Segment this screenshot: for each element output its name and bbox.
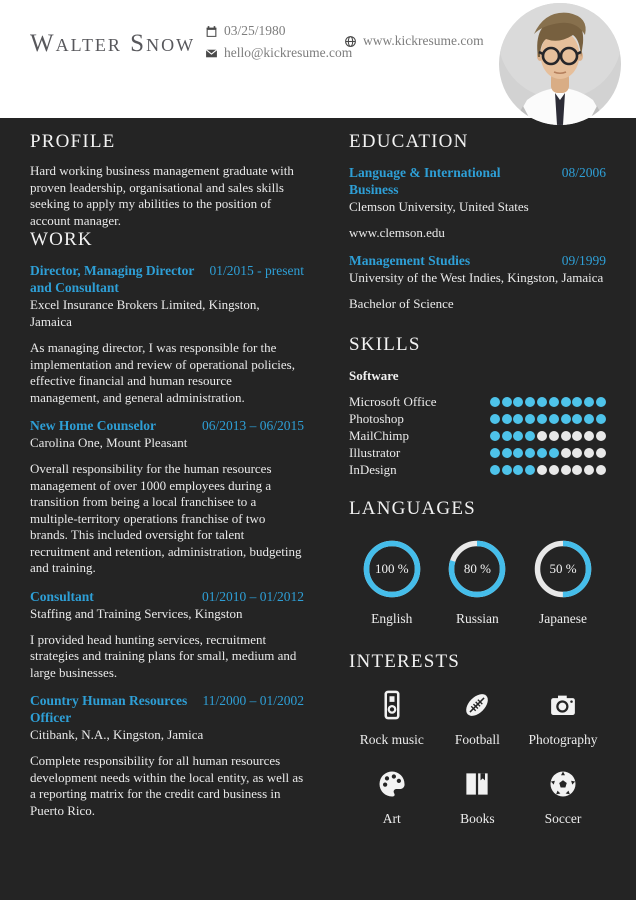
skill-row	[349, 410, 606, 427]
job-title: Country Human Resources Officer	[30, 693, 188, 725]
skill-dot	[537, 448, 547, 458]
work-entry-head	[30, 692, 304, 726]
skill-dots	[490, 448, 606, 458]
skill-name: Illustrator	[349, 444, 401, 460]
skill-name: Photoshop	[349, 410, 404, 426]
language-rings	[349, 540, 606, 627]
skill-dot	[572, 448, 582, 458]
skill-dot	[584, 465, 594, 475]
skill-name: MailChimp	[349, 427, 409, 443]
degree-title: Language & International Business	[349, 165, 501, 197]
skill-dot	[525, 414, 535, 424]
language-item	[349, 540, 435, 627]
skill-dot	[525, 431, 535, 441]
interest-name: Soccer	[544, 811, 582, 826]
skill-dot	[596, 431, 606, 441]
football-icon	[461, 689, 493, 721]
job-description: Complete responsibility for all human resources development needs within the local entity, as well as a reporting matrix for the credit card business in Puerto Rico.	[30, 753, 304, 818]
job-company: Staffing and Training Services, Kingston	[30, 605, 243, 621]
work-entry-head	[30, 588, 304, 605]
birthdate-value: 03/25/1980	[224, 23, 286, 38]
job-description: As managing director, I was responsible for the implementation and review of operational policies, effective financial and human resource management, and general administration.	[30, 340, 295, 405]
skill-dot	[513, 465, 523, 475]
skill-row	[349, 444, 606, 461]
work-entry	[30, 588, 304, 682]
job-description: Overall responsibility for the human resources management of over 1000 employees during a transition from being a local franchisee to a multiple-territory operations franchise of two brands. This included oversight for talent recruitment and retention, administration, budgeting and training.	[30, 461, 302, 575]
email-row	[205, 42, 352, 64]
skill-dot	[525, 448, 535, 458]
skill-dot	[525, 397, 535, 407]
language-name: Russian	[456, 611, 499, 626]
skill-dot	[596, 465, 606, 475]
skill-dot	[502, 448, 512, 458]
palette-icon	[376, 768, 408, 800]
soccer-ball-icon	[547, 768, 579, 800]
interest-item	[435, 689, 521, 748]
right-column	[349, 131, 606, 827]
website-row	[344, 30, 484, 52]
job-company: Excel Insurance Brokers Limited, Kingston, Jamaica	[30, 297, 260, 329]
skill-name: Microsoft Office	[349, 393, 437, 409]
work-entry-head	[30, 417, 304, 434]
education-entry	[349, 252, 606, 312]
skill-dot	[596, 397, 606, 407]
skill-dot	[584, 448, 594, 458]
skill-dot	[502, 465, 512, 475]
interest-item	[349, 689, 435, 748]
profile-heading: PROFILE	[30, 131, 116, 152]
skill-dot	[584, 414, 594, 424]
skill-dot	[513, 448, 523, 458]
interest-item	[520, 768, 606, 827]
header	[0, 0, 636, 118]
work-heading: WORK	[30, 229, 93, 250]
language-ring	[534, 540, 592, 598]
skill-dot	[513, 414, 523, 424]
skill-dot	[537, 465, 547, 475]
job-title: New Home Counselor	[30, 418, 156, 433]
language-ring	[363, 540, 421, 598]
skill-dot	[502, 397, 512, 407]
school-name: University of the West Indies, Kingston, Jamaica	[349, 270, 604, 285]
contact-block-left	[205, 20, 352, 64]
degree-title: Management Studies	[349, 253, 471, 268]
language-item	[435, 540, 521, 627]
skill-dot	[502, 414, 512, 424]
book-icon	[461, 768, 493, 800]
interests-heading: INTERESTS	[349, 651, 461, 672]
skill-dot	[561, 414, 571, 424]
job-title: Director, Managing Director and Consultant	[30, 263, 195, 295]
skill-dot	[490, 397, 500, 407]
school-name: Clemson University, United States	[349, 199, 529, 214]
skill-dot	[490, 448, 500, 458]
education-entries	[349, 164, 606, 312]
education-note[interactable]: www.clemson.edu	[349, 225, 445, 240]
job-date: 01/2010 – 01/2012	[201, 588, 304, 604]
skill-dot	[537, 397, 547, 407]
interest-item	[349, 768, 435, 827]
education-entry	[349, 164, 606, 241]
work-entry	[30, 417, 304, 577]
skill-row	[349, 393, 606, 410]
mp3-player-icon	[376, 689, 408, 721]
language-name: English	[371, 611, 413, 626]
globe-icon	[344, 35, 357, 48]
skill-name: InDesign	[349, 461, 397, 477]
skill-dot	[537, 431, 547, 441]
email-value[interactable]: hello@kickresume.com	[224, 45, 353, 60]
interests-grid	[349, 689, 606, 827]
skill-dot	[561, 397, 571, 407]
language-percent: 50 %	[549, 561, 577, 576]
skill-dot	[490, 414, 500, 424]
language-name: Japanese	[538, 611, 587, 626]
skill-dot	[513, 397, 523, 407]
person-name: Walter Snow	[30, 30, 196, 57]
skill-dot	[561, 448, 571, 458]
job-description: I provided head hunting services, recruitment strategies and training plans for small, medium and large businesses.	[30, 631, 297, 680]
education-entry-head	[349, 252, 606, 269]
education-heading: EDUCATION	[349, 131, 469, 152]
profile-text: Hard working business management graduate with proven leadership, organisational and sales skills seeking to apply my abilities to the position of account manager.	[30, 163, 294, 228]
skill-dot	[525, 465, 535, 475]
skill-dot	[549, 448, 559, 458]
skill-dot	[596, 414, 606, 424]
work-entry	[30, 262, 304, 406]
skill-dot	[584, 397, 594, 407]
skill-dot	[596, 448, 606, 458]
skill-dot	[561, 431, 571, 441]
contact-block-right	[344, 30, 484, 52]
camera-icon	[547, 689, 579, 721]
degree-date: 08/2006	[561, 165, 606, 180]
education-note: Bachelor of Science	[349, 296, 454, 311]
job-date: 11/2000 – 01/2002	[202, 693, 304, 708]
interest-name: Rock music	[359, 732, 424, 747]
left-column	[30, 131, 304, 819]
skill-dots	[490, 465, 606, 475]
education-entry-head	[349, 164, 606, 198]
interest-item	[435, 768, 521, 827]
skill-dot	[572, 397, 582, 407]
interest-name: Art	[382, 811, 401, 826]
skill-dot	[537, 414, 547, 424]
language-item	[520, 540, 606, 627]
skill-dot	[549, 414, 559, 424]
skill-row	[349, 427, 606, 444]
skill-dot	[513, 431, 523, 441]
skill-row	[349, 461, 606, 478]
languages-heading: LANGUAGES	[349, 498, 476, 519]
skill-group-label: Software	[349, 368, 399, 383]
work-entries	[30, 262, 304, 819]
envelope-icon	[205, 47, 218, 60]
work-entry	[30, 692, 304, 819]
job-company: Carolina One, Mount Pleasant	[30, 435, 188, 450]
avatar	[499, 3, 621, 125]
skills-heading: SKILLS	[349, 334, 421, 355]
calendar-icon	[205, 25, 218, 38]
skill-dot	[572, 431, 582, 441]
skill-rows	[349, 393, 606, 478]
language-percent: 80 %	[463, 561, 491, 576]
website-value[interactable]: www.kickresume.com	[363, 33, 484, 48]
interest-name: Photography	[528, 732, 598, 747]
skill-dot	[572, 414, 582, 424]
interest-item	[520, 689, 606, 748]
interest-name: Books	[460, 811, 495, 826]
skill-dot	[572, 465, 582, 475]
skill-dot	[561, 465, 571, 475]
skill-dot	[584, 431, 594, 441]
skill-dots	[490, 397, 606, 407]
job-title: Consultant	[30, 588, 94, 604]
language-ring	[448, 540, 506, 598]
birthdate-row	[205, 20, 352, 42]
skill-dots	[490, 414, 606, 424]
skill-dot	[490, 465, 500, 475]
skill-dot	[549, 431, 559, 441]
job-company: Citibank, N.A., Kingston, Jamica	[30, 727, 204, 742]
job-date: 01/2015 - present	[209, 263, 304, 278]
work-entry-head	[30, 262, 304, 296]
degree-date: 09/1999	[561, 253, 606, 268]
skill-dot	[549, 397, 559, 407]
skill-dot	[490, 431, 500, 441]
language-percent: 100 %	[375, 561, 409, 576]
skill-dot	[502, 431, 512, 441]
interest-name: Football	[454, 732, 500, 747]
job-date: 06/2013 – 06/2015	[201, 418, 304, 433]
skill-dots	[490, 431, 606, 441]
skill-dot	[549, 465, 559, 475]
